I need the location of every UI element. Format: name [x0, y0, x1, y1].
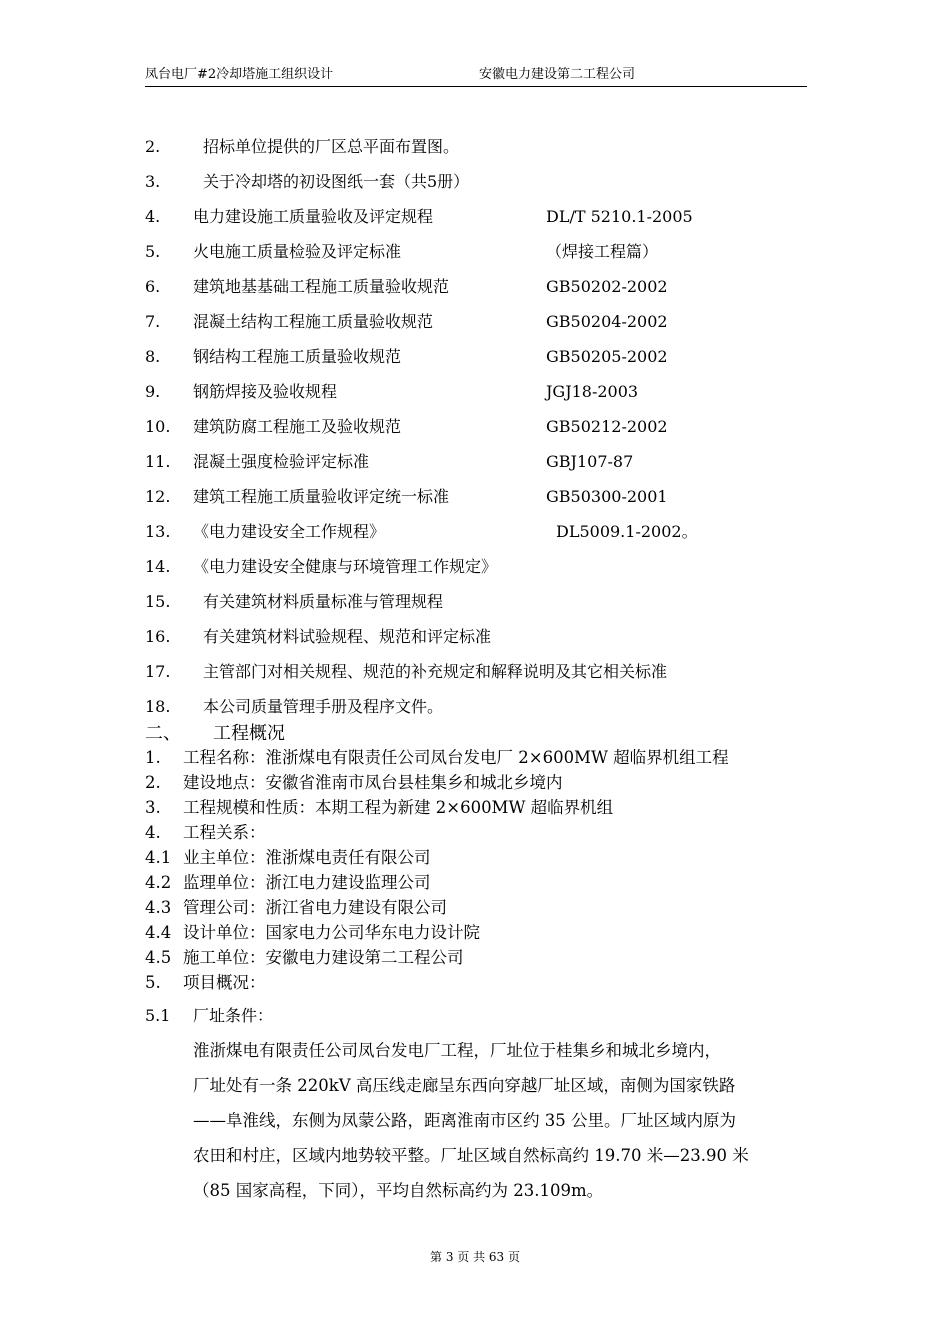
- subsection-number: 5.1: [145, 1006, 171, 1025]
- reference-text: 关于冷却塔的初设图纸一套（共5册）: [203, 172, 470, 191]
- overview-number: 4.: [145, 823, 161, 842]
- reference-number: 18.: [145, 697, 171, 716]
- overview-text: 监理单位：浙江电力建设监理公司: [183, 873, 431, 892]
- reference-number: 15.: [145, 592, 171, 611]
- overview-number: 5.: [145, 973, 161, 992]
- reference-standard-code: DL/T 5210.1-2005: [546, 207, 693, 226]
- paragraph-line: 淮浙煤电有限责任公司凤台发电厂工程，厂址位于桂集乡和城北乡境内，: [193, 1041, 721, 1060]
- overview-number: 4.4: [145, 923, 172, 942]
- overview-text: 工程规模和性质：本期工程为新建 2×600MW 超临界机组: [183, 798, 614, 817]
- reference-standard-code: JGJ18-2003: [546, 382, 639, 401]
- reference-text: 建筑地基基础工程施工质量验收规范: [193, 277, 450, 296]
- reference-text: 建筑防腐工程施工及验收规范: [193, 417, 402, 436]
- reference-text: 招标单位提供的厂区总平面布置图。: [203, 137, 460, 156]
- reference-number: 2.: [145, 137, 161, 156]
- header-company-name: 安徽电力建设第二工程公司: [479, 67, 636, 82]
- overview-text: 工程关系：: [183, 823, 266, 842]
- overview-text: 建设地点：安徽省淮南市凤台县桂集乡和城北乡境内: [183, 773, 563, 792]
- overview-text: 工程名称：淮浙煤电有限责任公司凤台发电厂 2×600MW 超临界机组工程: [183, 748, 729, 767]
- reference-standard-code: GB50205-2002: [546, 347, 668, 366]
- overview-number: 4.1: [145, 848, 172, 867]
- reference-text: 有关建筑材料质量标准与管理规程: [203, 592, 444, 611]
- reference-standard-code: GB50204-2002: [546, 312, 668, 331]
- reference-number: 16.: [145, 627, 171, 646]
- reference-number: 9.: [145, 382, 161, 401]
- reference-text: 钢筋焊接及验收规程: [193, 382, 338, 401]
- reference-number: 5.: [145, 242, 161, 261]
- reference-standard-code: （焊接工程篇）: [546, 242, 659, 261]
- reference-text: 《电力建设安全工作规程》: [193, 522, 386, 541]
- reference-text: 火电施工质量检验及评定标准: [193, 242, 402, 261]
- subsection-title: 厂址条件：: [193, 1006, 274, 1025]
- section-number: 二、: [145, 723, 181, 744]
- reference-text: 本公司质量管理手册及程序文件。: [203, 697, 444, 716]
- reference-standard-code: GB50300-2001: [546, 487, 668, 506]
- overview-text: 管理公司：浙江省电力建设有限公司: [183, 898, 447, 917]
- section-title: 工程概况: [213, 723, 285, 744]
- reference-text: 钢结构工程施工质量验收规范: [193, 347, 402, 366]
- reference-text: 混凝土结构工程施工质量验收规范: [193, 312, 434, 331]
- reference-number: 8.: [145, 347, 161, 366]
- overview-text: 施工单位：安徽电力建设第二工程公司: [183, 948, 464, 967]
- reference-standard-code: GB50212-2002: [546, 417, 668, 436]
- reference-number: 7.: [145, 312, 161, 331]
- paragraph-line: （85 国家高程，下同），平均自然标高约为 23.109m。: [193, 1181, 604, 1200]
- reference-number: 10.: [145, 417, 171, 436]
- reference-standard-code: GB50202-2002: [546, 277, 668, 296]
- overview-number: 4.5: [145, 948, 172, 967]
- paragraph-line: 厂址处有一条 220kV 高压线走廊呈东西向穿越厂址区域，南侧为国家铁路: [193, 1076, 736, 1095]
- reference-standard-code: DL5009.1-2002。: [556, 522, 698, 541]
- reference-number: 6.: [145, 277, 161, 296]
- page-footer: 第 3 页 共 63 页: [430, 1250, 520, 1264]
- reference-text: 电力建设施工质量验收及评定规程: [193, 207, 434, 226]
- reference-text: 主管部门对相关规程、规范的补充规定和解释说明及其它相关标准: [203, 662, 668, 681]
- reference-number: 12.: [145, 487, 171, 506]
- reference-text: 《电力建设安全健康与环境管理工作规定》: [193, 557, 498, 576]
- header-document-title: 凤台电厂#2冷却塔施工组织设计: [145, 67, 334, 82]
- overview-text: 项目概况：: [183, 973, 266, 992]
- reference-number: 4.: [145, 207, 161, 226]
- reference-number: 11.: [145, 452, 171, 471]
- section-heading: [145, 719, 285, 745]
- overview-number: 4.2: [145, 873, 172, 892]
- page-header: [145, 66, 807, 87]
- paragraph-line: ——阜淮线，东侧为凤蒙公路，距离淮南市区约 35 公里。厂址区域内原为: [193, 1111, 736, 1130]
- overview-number: 1.: [145, 748, 161, 767]
- reference-number: 13.: [145, 522, 171, 541]
- overview-text: 设计单位：国家电力公司华东电力设计院: [183, 923, 480, 942]
- reference-standard-code: GBJ107-87: [546, 452, 634, 471]
- reference-number: 17.: [145, 662, 171, 681]
- reference-text: 建筑工程施工质量验收评定统一标准: [193, 487, 450, 506]
- reference-number: 14.: [145, 557, 171, 576]
- overview-text: 业主单位：淮浙煤电责任有限公司: [183, 848, 431, 867]
- overview-number: 3.: [145, 798, 161, 817]
- overview-number: 2.: [145, 773, 161, 792]
- paragraph-line: 农田和村庄，区域内地势较平整。厂址区域自然标高约 19.70 米—23.90 米: [193, 1146, 749, 1165]
- reference-number: 3.: [145, 172, 161, 191]
- reference-text: 有关建筑材料试验规程、规范和评定标准: [203, 627, 492, 646]
- overview-number: 4.3: [145, 898, 172, 917]
- reference-text: 混凝土强度检验评定标准: [193, 452, 370, 471]
